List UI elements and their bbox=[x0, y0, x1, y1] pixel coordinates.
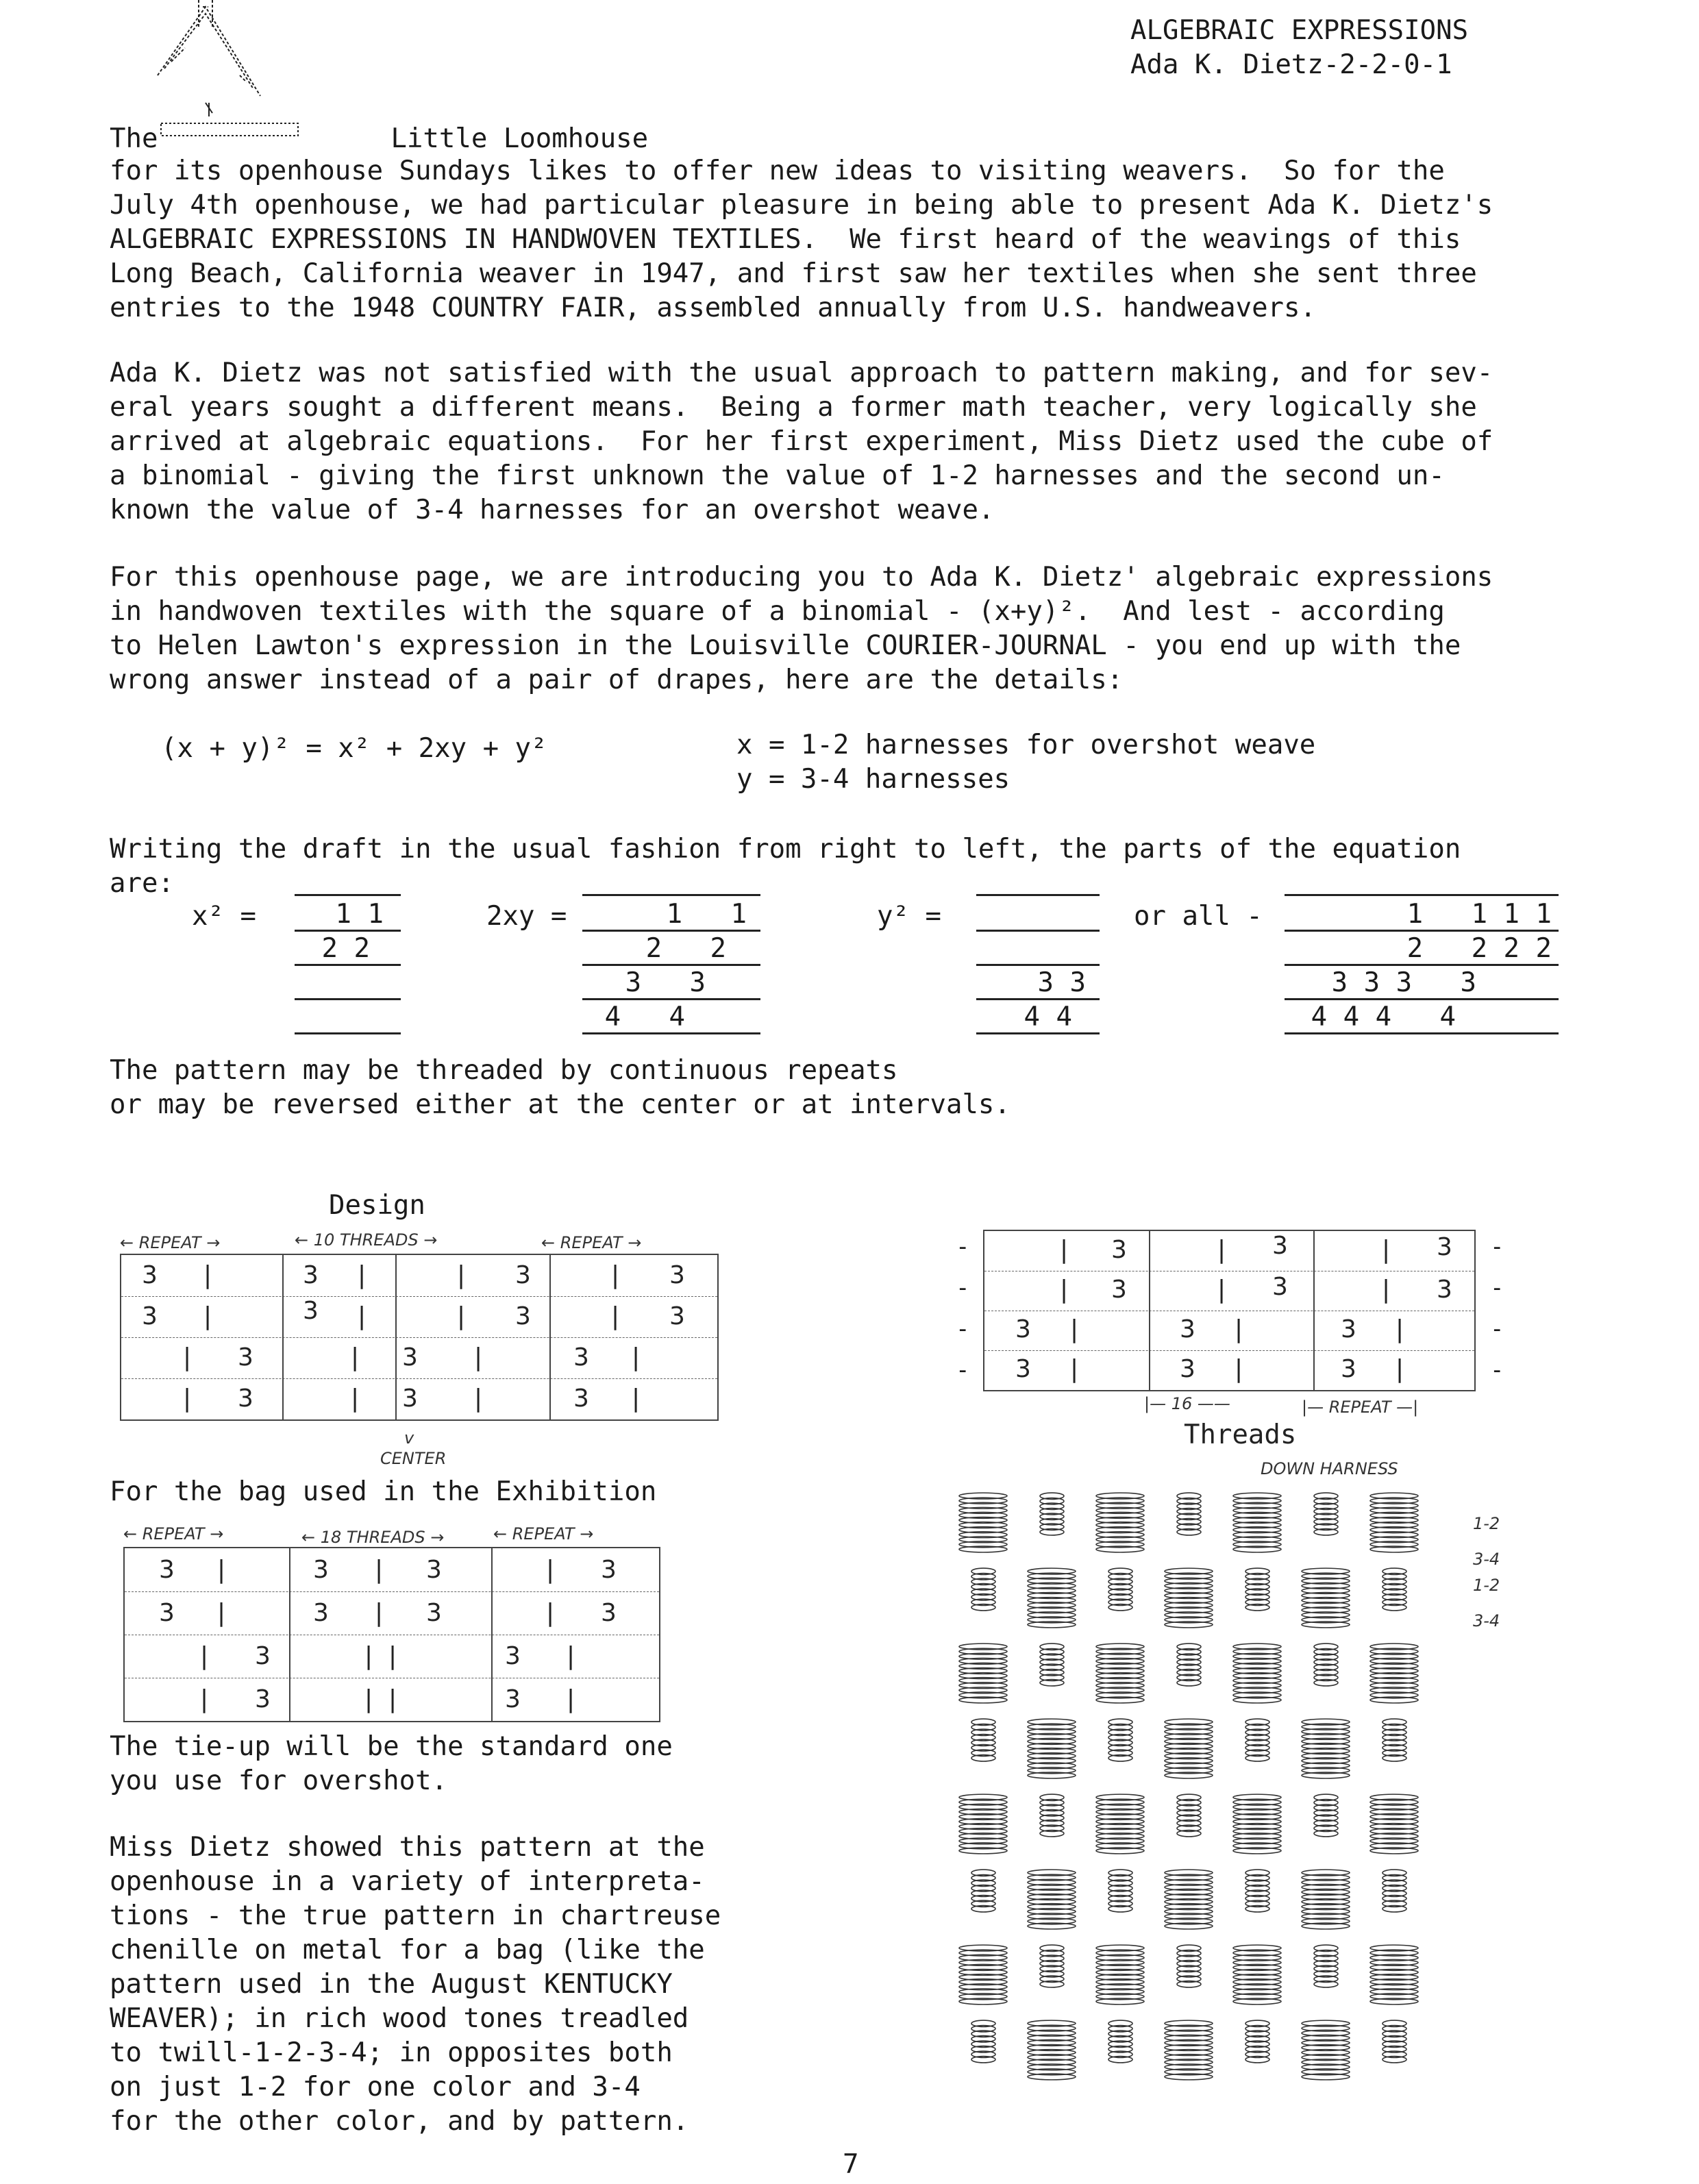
weave-block bbox=[1040, 1643, 1064, 1686]
text-line: WEAVER); in rich wood tones treadled bbox=[110, 2003, 689, 2034]
page-number: 7 bbox=[843, 2149, 859, 2180]
text-line: eral years sought a different means. Being a former math teacher, very logically she bbox=[110, 392, 1477, 423]
design-draft-grid: 3 | 3 | | 3 | 3 3 | 3 | | 3 | 3 | 3 | 3 | 3 | | 3 | 3 | 3 | bbox=[120, 1254, 719, 1421]
weave-block bbox=[971, 1719, 995, 1761]
weave-block bbox=[1302, 1870, 1350, 1929]
weave-block bbox=[1382, 2020, 1406, 2063]
weave-block bbox=[1233, 1794, 1281, 1854]
closing-paragraph bbox=[110, 1831, 721, 2139]
draft-row: 3 3 bbox=[625, 967, 706, 998]
masthead-name: Little Loomhouse bbox=[390, 123, 649, 154]
bag-title: For the bag used in the Exhibition bbox=[110, 1476, 657, 1507]
weave-block bbox=[971, 1568, 995, 1611]
draft-row: 1 1 bbox=[666, 899, 747, 930]
weave-block bbox=[1177, 1794, 1201, 1837]
text-line: entries to the 1948 COUNTRY FAIR, assembled annually from U.S. handweavers. bbox=[110, 293, 1316, 323]
design-repeat-right: ← REPEAT → bbox=[541, 1233, 642, 1252]
weave-block bbox=[1108, 1719, 1132, 1761]
weave-block bbox=[1108, 1870, 1132, 1912]
x-squared-draft bbox=[295, 894, 401, 1045]
text-line: in handwoven textiles with the square of a binomial - (x+y)². And lest - according bbox=[110, 596, 1445, 627]
text-line: to twill-1-2-3-4; in opposites both bbox=[110, 2037, 673, 2068]
y-squared-label: y² = bbox=[877, 901, 941, 932]
harness-legend-2: 3-4 bbox=[1473, 1550, 1500, 1569]
weave-block bbox=[1302, 2020, 1350, 2080]
weave-block bbox=[1314, 1643, 1338, 1686]
bag-draft-grid: 3 | 3 | 3 | 3 3 | 3 | 3 | 3 | 3 | | 3 | | 3 | | 3 | bbox=[123, 1547, 660, 1722]
weave-block bbox=[1382, 1719, 1406, 1761]
weave-block bbox=[1370, 1945, 1418, 2005]
weave-block bbox=[1177, 1643, 1201, 1686]
definition-y: y = 3-4 harnesses bbox=[736, 764, 1010, 795]
weave-block bbox=[1096, 1493, 1144, 1552]
weave-block bbox=[1165, 1719, 1213, 1778]
harness-legend-1: 1-2 bbox=[1473, 1514, 1500, 1533]
weave-block bbox=[1370, 1493, 1418, 1552]
text-line: on just 1-2 for one color and 3-4 bbox=[110, 2072, 641, 2102]
y-squared-draft bbox=[976, 894, 1100, 1045]
harness-legend-3: 1-2 bbox=[1473, 1576, 1500, 1595]
text-line: or may be reversed either at the center or at intervals. bbox=[110, 1089, 1010, 1120]
weave-block bbox=[971, 2020, 995, 2063]
weave-block bbox=[1314, 1794, 1338, 1837]
text-line: chenille on metal for a bag (like the bbox=[110, 1935, 705, 1965]
weave-block bbox=[1314, 1493, 1338, 1535]
text-line: Miss Dietz showed this pattern at the bbox=[110, 1832, 705, 1863]
design-center-mark: CENTER bbox=[380, 1449, 447, 1468]
weave-block bbox=[1040, 1493, 1064, 1535]
weave-block bbox=[1040, 1945, 1064, 1987]
weave-block bbox=[1096, 1794, 1144, 1854]
paragraph-introduction bbox=[110, 560, 1493, 697]
definition-x: x = 1-2 harnesses for overshot weave bbox=[736, 730, 1316, 760]
text-line: For this openhouse page, we are introducing you to Ada K. Dietz' algebraic expressions bbox=[110, 562, 1493, 593]
weave-block bbox=[1096, 1945, 1144, 2005]
weave-block bbox=[1040, 1794, 1064, 1837]
weave-block bbox=[1233, 1493, 1281, 1552]
weave-block bbox=[1165, 2020, 1213, 2080]
bag-thread-count: ← 18 THREADS → bbox=[301, 1528, 445, 1547]
weave-block bbox=[1028, 2020, 1076, 2080]
weave-block bbox=[1370, 1643, 1418, 1703]
text-line: for the other color, and by pattern. bbox=[110, 2106, 689, 2137]
text-line: wrong answer instead of a pair of drapes, here are the details: bbox=[110, 665, 1124, 695]
text-line: July 4th openhouse, we had particular pleasure in being able to present Ada K. Dietz's bbox=[110, 190, 1493, 221]
x-squared-label: x² = bbox=[192, 901, 256, 932]
draft-row: 2 2 bbox=[645, 933, 726, 964]
draft-row: 1 1 bbox=[335, 899, 384, 930]
loomhouse-logo bbox=[144, 0, 322, 137]
text-line: openhouse in a variety of interpreta- bbox=[110, 1866, 705, 1897]
weave-block bbox=[1028, 1719, 1076, 1778]
sixteen-thread-draft-grid: | 3 | 3 | 3 | 3 | 3 | 3 3 | 3 | 3 | 3 | 3 | 3 | bbox=[983, 1230, 1476, 1391]
weave-block bbox=[1245, 1568, 1269, 1611]
draft-row: 3 3 3 3 bbox=[1331, 967, 1476, 998]
weave-block bbox=[1177, 1945, 1201, 1987]
draft-repeat-mark: |— REPEAT —| bbox=[1302, 1398, 1419, 1417]
weave-block bbox=[1382, 1568, 1406, 1611]
weave-block bbox=[1245, 1719, 1269, 1761]
writing-instruction-cont: are: bbox=[110, 868, 174, 899]
two-xy-draft bbox=[582, 894, 760, 1045]
text-line: tions - the true pattern in chartreuse bbox=[110, 1900, 721, 1931]
text-line: arrived at algebraic equations. For her first experiment, Miss Dietz used the cube of bbox=[110, 426, 1493, 457]
text-line: The pattern may be threaded by continuous repeats bbox=[110, 1055, 898, 1086]
draft-row: 2 2 2 2 bbox=[1406, 933, 1552, 964]
masthead bbox=[110, 122, 648, 156]
text-line: The tie-up will be the standard one bbox=[110, 1731, 673, 1762]
weave-block bbox=[1302, 1568, 1350, 1628]
harness-legend-4: 3-4 bbox=[1473, 1611, 1500, 1630]
down-harness-label: DOWN HARNESS bbox=[1261, 1459, 1398, 1478]
text-line: pattern used in the August KENTUCKY bbox=[110, 1969, 673, 2000]
text-line: a binomial - giving the first unknown the value of 1-2 harnesses and the second un- bbox=[110, 460, 1445, 491]
text-line: you use for overshot. bbox=[110, 1765, 448, 1796]
masthead-the: The bbox=[110, 123, 158, 154]
combined-draft bbox=[1285, 894, 1559, 1045]
drawdown-fabric-illustration bbox=[952, 1487, 1452, 2110]
draft-row: 1 1 1 1 bbox=[1406, 899, 1552, 930]
pattern-note bbox=[110, 1054, 1010, 1122]
bag-repeat-left: ← REPEAT → bbox=[123, 1524, 224, 1543]
weave-block bbox=[1233, 1945, 1281, 2005]
design-repeat-left: ← REPEAT → bbox=[120, 1233, 221, 1252]
weave-block bbox=[1096, 1643, 1144, 1703]
text-line: Ada K. Dietz was not satisfied with the usual approach to pattern making, and for sev- bbox=[110, 358, 1493, 388]
weave-block bbox=[1177, 1493, 1201, 1535]
draft-row: 3 3 bbox=[1037, 967, 1086, 998]
weave-block bbox=[971, 1870, 995, 1912]
tieup-note bbox=[110, 1730, 673, 1798]
weave-block bbox=[1028, 1870, 1076, 1929]
weave-block bbox=[1028, 1568, 1076, 1628]
draft-row: 4 4 bbox=[604, 1002, 685, 1032]
weave-block bbox=[1314, 1945, 1338, 1987]
weave-block bbox=[1245, 2020, 1269, 2063]
draft-thread-count: |— 16 —— bbox=[1144, 1394, 1230, 1413]
design-title: Design bbox=[329, 1190, 425, 1221]
weave-block bbox=[1382, 1870, 1406, 1912]
weave-block bbox=[1165, 1870, 1213, 1929]
doc-title: ALGEBRAIC EXPRESSIONS bbox=[1130, 15, 1469, 46]
design-thread-count: ← 10 THREADS → bbox=[295, 1230, 438, 1250]
paragraph-background bbox=[110, 356, 1493, 528]
text-line: Long Beach, California weaver in 1947, and first saw her textiles when she sent three bbox=[110, 258, 1477, 289]
draft-row: 4 4 4 4 bbox=[1311, 1002, 1456, 1032]
weave-block bbox=[1165, 1568, 1213, 1628]
weave-block bbox=[1108, 2020, 1132, 2063]
weave-block bbox=[959, 1643, 1007, 1703]
weave-block bbox=[1302, 1719, 1350, 1778]
weave-block bbox=[959, 1493, 1007, 1552]
two-xy-label: 2xy = bbox=[486, 901, 567, 932]
paragraph-intro bbox=[110, 154, 1493, 325]
text-line: to Helen Lawton's expression in the Louisville COURIER-JOURNAL - you end up with the bbox=[110, 630, 1461, 661]
text-line: ALGEBRAIC EXPRESSIONS IN HANDWOVEN TEXTILES. We first heard of the weavings of this bbox=[110, 224, 1461, 255]
draft-row: 2 2 bbox=[321, 933, 370, 964]
weave-block bbox=[1245, 1870, 1269, 1912]
threads-label: Threads bbox=[1184, 1419, 1297, 1450]
text-line: for its openhouse Sundays likes to offer new ideas to visiting weavers. So for the bbox=[110, 156, 1445, 186]
weave-block bbox=[959, 1945, 1007, 2005]
weave-block bbox=[959, 1794, 1007, 1854]
combined-label: or all - bbox=[1134, 901, 1263, 932]
weave-block bbox=[1370, 1794, 1418, 1854]
writing-instruction: Writing the draft in the usual fashion from right to left, the parts of the equation bbox=[110, 834, 1461, 865]
bag-repeat-right: ← REPEAT → bbox=[493, 1524, 594, 1543]
text-line: known the value of 3-4 harnesses for an overshot weave. bbox=[110, 495, 995, 525]
weave-block bbox=[1233, 1643, 1281, 1703]
binomial-equation: (x + y)² = x² + 2xy + y² bbox=[161, 733, 547, 764]
weave-block bbox=[1108, 1568, 1132, 1611]
draft-row: 4 4 bbox=[1024, 1002, 1072, 1032]
doc-reference: Ada K. Dietz-2-2-0-1 bbox=[1130, 49, 1452, 80]
